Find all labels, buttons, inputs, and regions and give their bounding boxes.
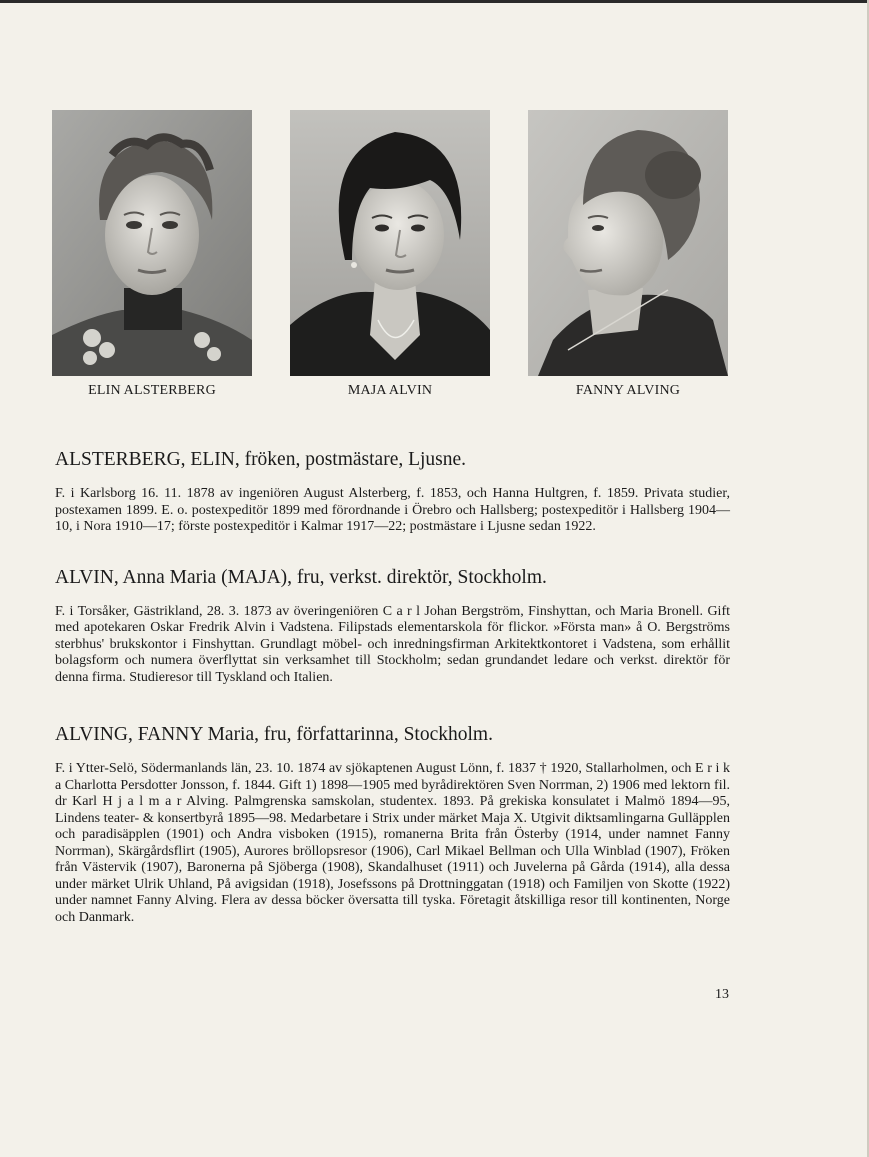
portrait-elin-alsterberg (52, 110, 252, 398)
entry-heading: ALVIN, Anna Maria (MAJA), fru, verkst. direktör, Stockholm. (55, 566, 547, 588)
portrait-maja-alvin (290, 110, 490, 398)
entry-body: F. i Karlsborg 16. 11. 1878 av ingeniören August Alsterberg, f. 1853, och Hanna Hultgren, f. 1859. Privata studier, postexamen 1899. E. o. postexpeditör 1899 med förordnande i Örebro och Hallsberg; postexpeditör i Hallsberg 1904—10, i Nora 1910—17; förste postexpeditör i Kalmar 1917—22; postmästare i Ljusne sedan 1922. (55, 486, 730, 534)
portrait-caption: MAJA ALVIN (347, 383, 433, 398)
page-number: 13 (715, 987, 729, 1002)
entry-alsterberg (55, 448, 730, 536)
entry-alving (55, 723, 730, 926)
portrait-caption: FANNY ALVING (575, 383, 681, 398)
portrait-photo-elin-alsterberg (52, 110, 252, 376)
page-edge (0, 0, 869, 3)
entry-alvin (55, 566, 730, 687)
entry-heading: ALVING, FANNY Maria, fru, författarinna, Stockholm. (55, 724, 493, 745)
entry-body: F. i Ytter-Selö, Södermanlands län, 23. 10. 1874 av sjökaptenen August Lönn, f. 1837 † 1920, Stallarholmen, och E r i k a Charlotta Persdotter Jonsson, f. 1844. Gift 1) 1898—1905 med byrådirektören Sven Norrman, 2) 1906 med lektorn fil. dr Karl H j a l m a r Alving. Palmgrenska samskolan, studentex. 1893. På grekiska konsulatet i Malmö 1894—95, Lindens teater- & konsertbyrå 1895—98. Medarbetare i Strix under märket Maja X. Utgivit diktsamlingarna Gulläpplen och paradisäpplen (1901) och Andra visboken (1915), romanerna Brita från Österby (1914, under namnet Fanny Norrman), Skärgårdsflirt (1905), Aurores bröllopsresor (1906), Carl Mikael Bellman och Ulla Winblad (1907), Fröken från Västervik (1907), Baronerna på Sjöberga (1908), Skandalhuset (1911) och Juvelerna på Gårda (1914), alla dessa under märket Ulrik Uhland, På avigsidan (1918), Josefssons på Drottninggatan (1918) och Familjen von Skotte (1922) under namnet Fanny Alving. Flera av dessa böcker översatta till tyska. Företagit åtskilliga resor till kontinenten, Norge och Danmark. (55, 761, 730, 925)
biography-entries (55, 448, 730, 926)
portrait-photo-maja-alvin (290, 110, 490, 376)
portrait-fanny-alving (528, 110, 728, 398)
entry-heading: ALSTERBERG, ELIN, fröken, postmästare, Ljusne. (55, 449, 467, 470)
portrait-caption: ELIN ALSTERBERG (88, 383, 216, 398)
entry-body: F. i Torsåker, Gästrikland, 28. 3. 1873 av överingeniören C a r l Johan Bergström, Finshyttan, och Maria Bronell. Gift med apotekaren Oskar Fredrik Alvin i Vadstena. Filipstads elementarskola för flickor. »Första man» å O. Bergströms sterbhus' brukskontor i Finshyttan. Grundlagt möbel- och inredningsfirman Arkitektkontoret i Vadstena, som erhållit bolagsform och numera överflyttat sin verksamhet till Stockholm; sedan grundandet ledare och verkst. direktör för denna firma. Studieresor till Tyskland och Italien. (55, 603, 730, 685)
portrait-photo-fanny-alving (528, 110, 728, 376)
portrait-row (52, 110, 732, 410)
